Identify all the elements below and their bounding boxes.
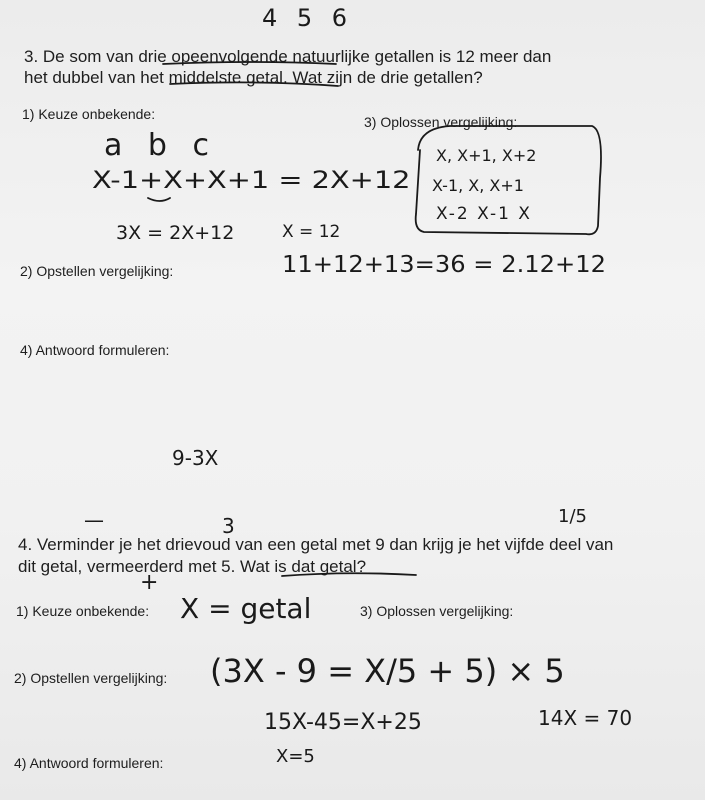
q3-text-line2: het dubbel van het middelste getal. Wat zijn de drie getallen? [24,68,483,87]
q4-step2-label: 2) Opstellen vergelijking: [14,670,168,686]
q3-step3-label: 3) Oplossen vergelijking: [364,114,518,130]
q4-step4-label: 4) Antwoord formuleren: [14,755,164,771]
q4-hw-expanded: 15X-45=X+25 [264,710,422,735]
q4-step1-label: 1) Keuze onbekende: [16,603,150,619]
q3-hw-box-row1: X, X+1, X+2 [436,146,537,165]
q3-hw-check: 11+12+13=36 = 2.12+12 [282,252,606,278]
q4-text-line2: dit getal, vermeerderd met 5. Wat is dat getal? [18,557,367,576]
q3-hw-top-numbers: 4 5 6 [262,4,354,32]
q3-step2-label: 2) Opstellen vergelijking: [20,263,174,279]
q3-hw-letters: a b c [104,128,217,163]
q3-text-line1: 3. De som van drie opeenvolgende natuurlijke getallen is 12 meer dan [24,47,552,66]
q3-hw-equation: X-1+X+X+1 = 2X+12 [92,166,411,194]
q4-text-line1: 4. Verminder je het drievoud van een getal met 9 dan krijg je het vijfde deel van [18,535,614,554]
q4-hw-answer: X=5 [276,746,315,767]
q4-hw-three-mark: 3 [222,514,235,538]
q3-hw-box-row2: X-1, X, X+1 [432,176,524,195]
q4-hw-minus-mark: — [84,508,104,532]
q4-step3-label: 3) Oplossen vergelijking: [360,603,514,619]
q3-step1-label: 1) Keuze onbekende: [22,106,156,122]
q3-hw-x-value: X = 12 [282,222,341,242]
q3-hw-note: 9-3X [172,446,219,470]
q3-hw-box-row3: X-2 X-1 X [436,204,532,224]
underline-x [148,198,170,201]
q4-hw-simplified: 14X = 70 [538,706,633,730]
q4-hw-fifth-mark: 1/5 [558,506,587,527]
q4-hw-equation: (3X - 9 = X/5 + 5) × 5 [210,652,565,690]
q3-hw-simplified: 3X = 2X+12 [116,222,235,244]
q4-hw-unknown: X = getal [180,592,312,625]
q3-step4-label: 4) Antwoord formuleren: [20,342,170,358]
q4-hw-plus-mark: + [140,570,159,595]
